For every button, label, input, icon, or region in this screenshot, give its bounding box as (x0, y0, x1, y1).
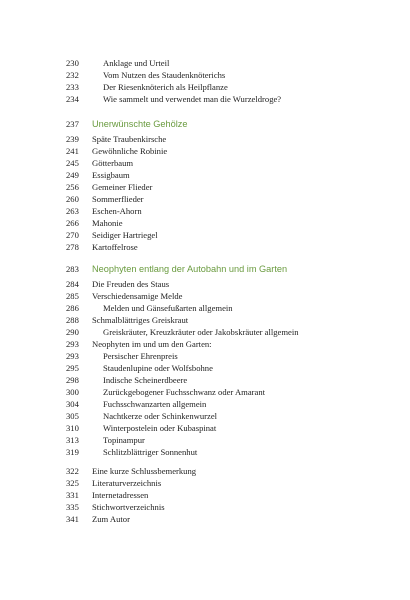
toc-page-number: 298 (66, 375, 79, 385)
toc-page-number: 335 (66, 502, 79, 512)
toc-page-number: 290 (66, 327, 79, 337)
toc-entry (0, 446, 410, 458)
toc-entry (0, 386, 410, 398)
toc-entry-text: Zum Autor (92, 514, 130, 524)
toc-entry (0, 314, 410, 326)
section-heading (0, 117, 410, 131)
toc-entry-text: Zurückgebogener Fuchsschwanz oder Amarant (103, 387, 266, 397)
toc-entry-text: Späte Traubenkirsche (92, 134, 167, 144)
toc-entry (0, 338, 410, 350)
toc-entry-text: Vom Nutzen des Staudenknöterichs (103, 70, 226, 80)
toc-entry (0, 434, 410, 446)
toc-entry (0, 145, 410, 157)
section-title: Neophyten entlang der Autobahn und im Garten (92, 264, 288, 274)
toc-entry (0, 398, 410, 410)
toc-page-number: 239 (66, 134, 79, 144)
toc-page-number: 293 (66, 339, 79, 349)
toc-entry (0, 57, 410, 69)
toc-entry-text: Staudenlupine oder Wolfsbohne (103, 363, 213, 373)
toc-page-number: 331 (66, 490, 79, 500)
toc-entry (0, 93, 410, 105)
toc-entry (0, 477, 410, 489)
toc-entry-text: Anklage und Urteil (103, 58, 170, 68)
toc-entry (0, 205, 410, 217)
toc-entry-text: Literaturverzeichnis (92, 478, 162, 488)
toc-entry-text: Stichwortverzeichnis (92, 502, 165, 512)
toc-page-number: 241 (66, 146, 79, 156)
toc-entry (0, 217, 410, 229)
toc-entry (0, 350, 410, 362)
toc-page-number: 304 (66, 399, 79, 409)
toc-page-number: 313 (66, 435, 79, 445)
toc-entry (0, 241, 410, 253)
toc-page-number: 245 (66, 158, 79, 168)
toc-entry-text: Verschiedensamige Melde (92, 291, 183, 301)
toc-entry-text: Kartoffelrose (92, 242, 138, 252)
toc-page-number: 233 (66, 82, 79, 92)
toc-entry-text: Die Freuden des Staus (92, 279, 170, 289)
toc-page-number: 295 (66, 363, 79, 373)
toc-page-number: 232 (66, 70, 79, 80)
toc-entry-text: Nachtkerze oder Schinkenwurzel (103, 411, 218, 421)
toc-page-number: 260 (66, 194, 79, 204)
toc-entry-text: Mahonie (92, 218, 123, 228)
toc-page-number: 325 (66, 478, 79, 488)
toc-entry-text: Melden und Gänsefußarten allgemein (103, 303, 233, 313)
toc-entry (0, 133, 410, 145)
toc-page-number: 322 (66, 466, 79, 476)
toc-page-number: 284 (66, 279, 79, 289)
toc-entry-text: Sommerflieder (92, 194, 144, 204)
toc-page-number: 310 (66, 423, 79, 433)
toc-entry (0, 513, 410, 525)
toc-page-number: 263 (66, 206, 79, 216)
toc-entry-text: Eine kurze Schlussbemerkung (92, 466, 197, 476)
toc-page-number: 249 (66, 170, 79, 180)
toc-entry (0, 193, 410, 205)
toc-entry-text: Eschen-Ahorn (92, 206, 142, 216)
toc-entry (0, 489, 410, 501)
toc-entry-text: Schmalblättriges Greiskraut (92, 315, 189, 325)
toc-entry (0, 181, 410, 193)
toc-entry (0, 157, 410, 169)
toc-entry-text: Götterbaum (92, 158, 134, 168)
toc-entry-text: Schlitzblättriger Sonnenhut (103, 447, 198, 457)
section-page-number: 237 (66, 119, 79, 129)
toc-page-number: 230 (66, 58, 79, 68)
toc-entry (0, 501, 410, 513)
toc-page-number: 234 (66, 94, 79, 104)
toc-entry (0, 326, 410, 338)
toc-page-number: 300 (66, 387, 79, 397)
toc-entry-text: Internetadressen (92, 490, 149, 500)
section-page-number: 283 (66, 264, 79, 274)
toc-entry (0, 229, 410, 241)
toc-entry-text: Der Riesenknöterich als Heilpflanze (103, 82, 228, 92)
toc-entry-text: Greiskräuter, Kreuzkräuter oder Jakobskräuter allgemein (103, 327, 299, 337)
toc-entry-text: Neophyten im und um den Garten: (92, 339, 212, 349)
toc-entry (0, 465, 410, 477)
toc-entry-text: Fuchsschwanzarten allgemein (103, 399, 207, 409)
toc-page-number: 288 (66, 315, 79, 325)
toc-page-number: 278 (66, 242, 79, 252)
toc-entry (0, 69, 410, 81)
toc-entry-text: Winterpostelein oder Kubaspinat (103, 423, 217, 433)
section-heading (0, 262, 410, 276)
toc-page-number: 293 (66, 351, 79, 361)
toc-entry (0, 169, 410, 181)
toc-page-number: 305 (66, 411, 79, 421)
toc-page-number: 285 (66, 291, 79, 301)
toc-entry-text: Topinampur (103, 435, 145, 445)
toc-page-number: 341 (66, 514, 79, 524)
toc-entry-text: Essigbaum (92, 170, 130, 180)
toc-page-number: 270 (66, 230, 79, 240)
toc-entry-text: Gewöhnliche Robinie (92, 146, 168, 156)
toc-entry-text: Seidiger Hartriegel (92, 230, 158, 240)
toc-entry (0, 302, 410, 314)
toc-entry (0, 278, 410, 290)
toc-entry-text: Wie sammelt und verwendet man die Wurzeldroge? (103, 94, 282, 104)
toc-entry (0, 362, 410, 374)
toc-entry-text: Gemeiner Flieder (92, 182, 153, 192)
toc-entry (0, 410, 410, 422)
toc-entry-text: Indische Scheinerdbeere (103, 375, 188, 385)
toc-entry (0, 422, 410, 434)
toc-entry (0, 374, 410, 386)
toc-entry-text: Persischer Ehrenpreis (103, 351, 178, 361)
toc-page-number: 256 (66, 182, 79, 192)
toc-page-number: 286 (66, 303, 79, 313)
toc-page-number: 319 (66, 447, 79, 457)
toc-page-number: 266 (66, 218, 79, 228)
toc-entry (0, 290, 410, 302)
section-title: Unerwünschte Gehölze (92, 119, 188, 129)
toc-entry (0, 81, 410, 93)
